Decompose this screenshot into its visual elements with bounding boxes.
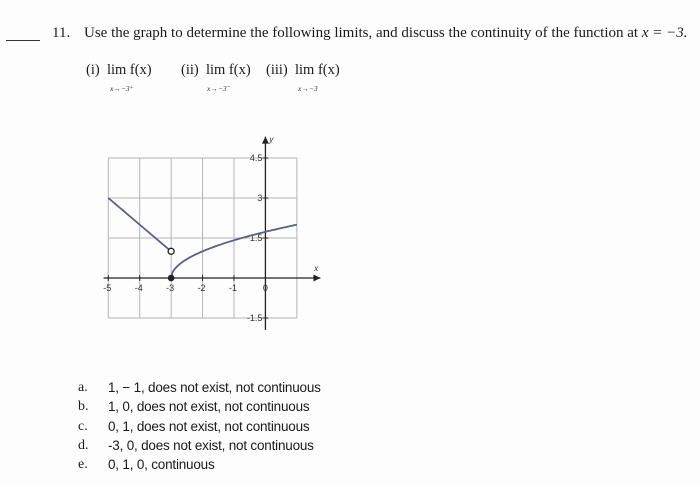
part-ii-sub: x→−3⁻: [207, 84, 231, 93]
choice-letter: e.: [78, 457, 88, 473]
choice-letter: c.: [78, 418, 88, 434]
x-tick-label: 0: [262, 283, 268, 293]
y-tick-label: 4.5: [249, 153, 263, 163]
part-ii-expr: lim f(x): [205, 62, 251, 78]
y-tick-label: 1.5: [249, 233, 263, 243]
part-i: [86, 62, 152, 93]
part-i-label: (i): [86, 62, 100, 78]
x-axis-label: x: [314, 264, 319, 273]
part-ii: [181, 62, 251, 93]
choice-text: 1, 0, does not exist, not continuous: [108, 399, 310, 415]
function-graph: [94, 120, 334, 345]
choice-text: -3, 0, does not exist, not continuous: [108, 437, 314, 453]
question-x-value: x = −3.: [641, 25, 688, 41]
part-iii-expr: lim f(x): [295, 62, 340, 78]
y-axis-label: y: [269, 135, 274, 144]
x-axis-arrow: [313, 275, 320, 282]
choice-letter: a.: [78, 380, 88, 395]
choice-letter: b.: [78, 399, 89, 415]
y-axis-arrow: [262, 137, 269, 144]
question-number: 11.: [52, 25, 71, 41]
part-iii: [266, 62, 340, 93]
question-text: [84, 25, 687, 42]
y-tick-label: -1.5: [246, 313, 263, 323]
choice-text: 0, 1, does not exist, not continuous: [108, 418, 310, 434]
x-tick-label: -1: [228, 283, 238, 293]
question-prefix: Use the graph to determine the following limits, and discuss the continuity of the function at: [84, 25, 642, 41]
closed-point: [168, 275, 175, 282]
choice-text: 1, − 1, does not exist, not continuous: [108, 380, 321, 395]
x-tick-label: -2: [197, 283, 206, 293]
x-tick-label: -4: [134, 283, 143, 293]
answer-blank: [6, 40, 40, 41]
y-tick-label: 3: [257, 193, 263, 203]
part-iii-label: (iii): [266, 62, 288, 78]
choice-letter: d.: [78, 437, 89, 453]
part-i-expr: lim f(x): [106, 62, 152, 78]
choice-text: 0, 1, 0, continuous: [108, 457, 215, 473]
x-tick-label: -5: [103, 283, 112, 293]
part-i-sub: x→−3⁺: [110, 84, 134, 93]
part-iii-sub: x→−3: [298, 84, 318, 93]
part-ii-label: (ii): [181, 62, 199, 78]
open-point: [168, 248, 174, 254]
x-tick-label: -3: [166, 283, 175, 293]
